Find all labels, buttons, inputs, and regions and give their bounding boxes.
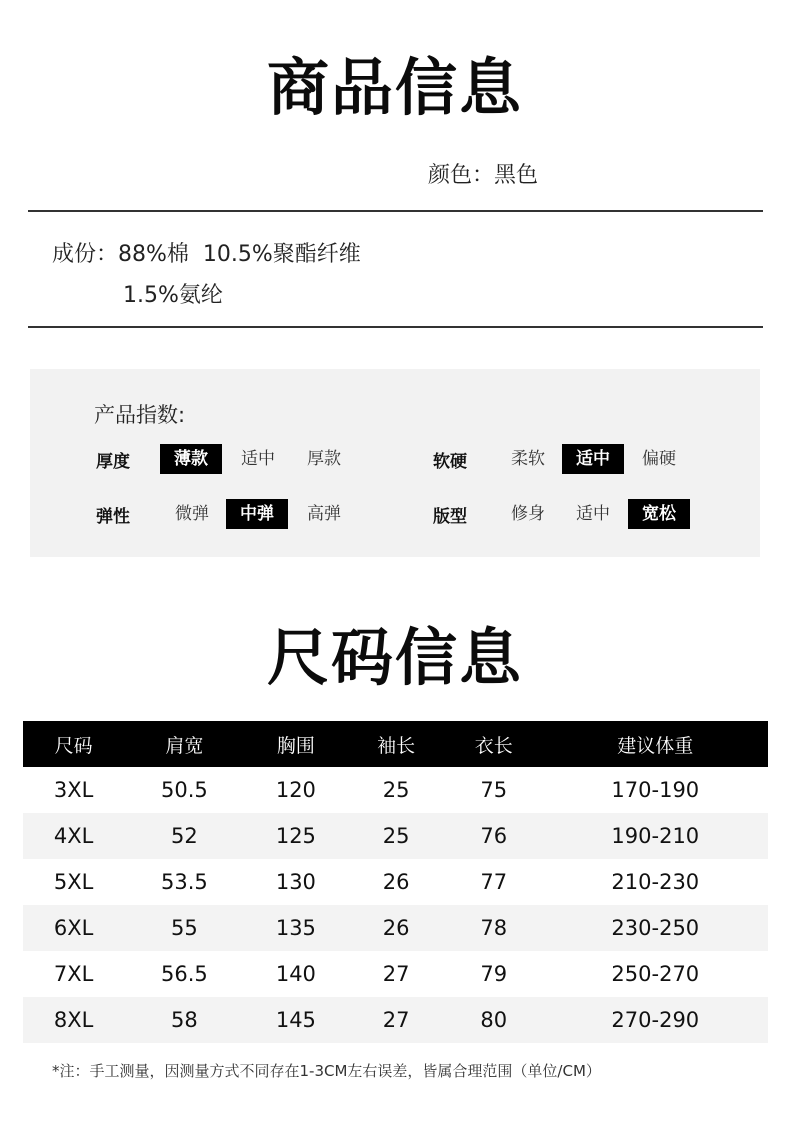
measurement-note: *注：手工测量，因测量方式不同存在1-3CM左右误差，皆属合理范围（单位/CM） xyxy=(52,1062,601,1080)
table-cell: 250-270 xyxy=(611,962,700,986)
column-header: 袖长 xyxy=(347,721,445,767)
table-cell: 77 xyxy=(480,870,508,894)
column-header: 肩宽 xyxy=(124,721,244,767)
divider xyxy=(28,326,763,328)
table-cell: 8XL xyxy=(23,997,124,1043)
index-option: 中弹 xyxy=(226,499,288,529)
table-cell: 190-210 xyxy=(543,813,768,859)
table-cell: 230-250 xyxy=(543,905,768,951)
table-cell: 6XL xyxy=(23,905,124,951)
index-option: 适中 xyxy=(241,449,275,469)
table-cell: 55 xyxy=(124,905,244,951)
index-option: 修身 xyxy=(511,504,545,524)
table-header-row xyxy=(23,721,768,767)
index-group-softness xyxy=(433,444,467,474)
index-group-thickness xyxy=(96,444,130,474)
table-row xyxy=(23,951,768,997)
column-header: 衣长 xyxy=(445,721,543,767)
table-cell: 270-290 xyxy=(543,997,768,1043)
table-cell: 140 xyxy=(275,962,316,986)
composition xyxy=(52,234,361,316)
product-info-title: 商品信息 xyxy=(266,51,523,124)
table-cell: 130 xyxy=(275,870,316,894)
index-option: 适中 xyxy=(562,444,624,474)
product-index-panel xyxy=(30,369,760,557)
table-cell: 53.5 xyxy=(160,870,208,894)
table-cell: 27 xyxy=(382,962,410,986)
table-cell: 50.5 xyxy=(160,778,208,802)
table-row xyxy=(23,859,768,905)
index-label: 弹性 xyxy=(96,506,130,527)
column-header: 建议体重 xyxy=(543,721,768,767)
index-option: 厚款 xyxy=(307,449,341,469)
table-cell: 56.5 xyxy=(160,962,208,986)
index-option: 薄款 xyxy=(160,444,222,474)
table-cell: 145 xyxy=(244,997,347,1043)
table-cell: 58 xyxy=(124,997,244,1043)
table-cell: 7XL xyxy=(53,962,94,986)
table-cell: 120 xyxy=(275,778,316,802)
composition-label: 成份： xyxy=(52,242,119,267)
index-heading: 产品指数: xyxy=(94,403,186,427)
table-cell: 210-230 xyxy=(611,870,700,894)
divider xyxy=(28,210,763,212)
index-option: 适中 xyxy=(576,504,610,524)
column-header: 尺码 xyxy=(23,721,124,767)
table-cell: 3XL xyxy=(53,778,94,802)
index-option: 高弹 xyxy=(307,504,341,524)
column-header: 胸围 xyxy=(244,721,347,767)
table-cell: 25 xyxy=(347,813,445,859)
table-cell: 25 xyxy=(382,778,410,802)
index-option: 宽松 xyxy=(628,499,690,529)
index-group-fit xyxy=(433,499,467,529)
table-cell: 26 xyxy=(382,870,410,894)
table-cell: 75 xyxy=(480,778,508,802)
index-label: 版型 xyxy=(433,506,467,527)
table-row xyxy=(23,997,768,1043)
color-value: 黑色 xyxy=(494,163,539,188)
table-cell: 52 xyxy=(124,813,244,859)
composition-line-2: 1.5%氨纶 xyxy=(123,283,223,308)
index-option: 偏硬 xyxy=(642,449,676,469)
table-cell: 79 xyxy=(480,962,508,986)
table-cell: 170-190 xyxy=(611,778,700,802)
table-row xyxy=(23,767,768,813)
index-label: 厚度 xyxy=(96,451,130,472)
composition-line-1: 88%棉 10.5%聚酯纤维 xyxy=(118,242,361,267)
index-option: 微弹 xyxy=(175,504,209,524)
index-option: 柔软 xyxy=(511,449,545,469)
size-table xyxy=(23,721,768,1043)
table-cell: 26 xyxy=(347,905,445,951)
index-group-elasticity xyxy=(96,499,130,529)
table-row xyxy=(23,813,768,859)
table-cell: 5XL xyxy=(53,870,94,894)
table-cell: 4XL xyxy=(23,813,124,859)
size-info-title: 尺码信息 xyxy=(266,621,523,694)
table-cell: 76 xyxy=(445,813,543,859)
table-row xyxy=(23,905,768,951)
color-line xyxy=(428,158,538,189)
table-cell: 80 xyxy=(445,997,543,1043)
table-cell: 135 xyxy=(244,905,347,951)
table-cell: 125 xyxy=(244,813,347,859)
table-cell: 78 xyxy=(445,905,543,951)
color-label: 颜色： xyxy=(428,163,495,188)
table-cell: 27 xyxy=(347,997,445,1043)
index-label: 软硬 xyxy=(433,451,467,472)
